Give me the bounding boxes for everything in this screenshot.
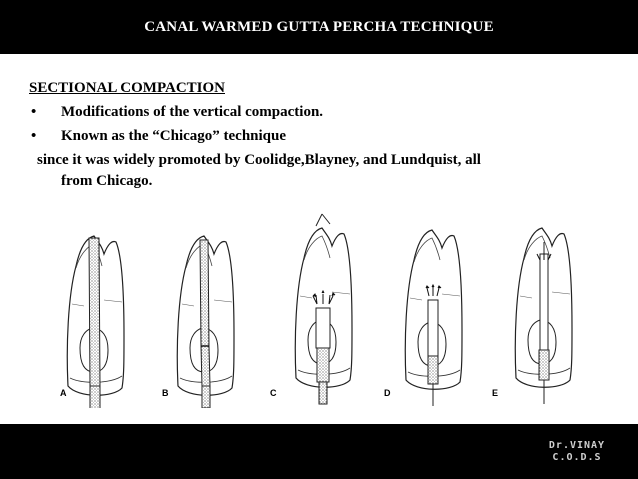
paragraph-line: since it was widely promoted by Coolidge,Blayney, and Lundquist, all — [37, 152, 481, 168]
panel-c-tooth — [295, 214, 352, 404]
panel-e-tooth — [515, 228, 572, 404]
sectional-compaction-illustration — [58, 212, 598, 408]
panel-label: E — [492, 388, 499, 398]
bullet-text: Known as the “Chicago” technique — [61, 128, 287, 144]
panel-a-tooth — [67, 236, 124, 408]
paragraph-line: from Chicago. — [61, 173, 153, 189]
panel-label: A — [60, 388, 67, 398]
section-heading: SECTIONAL COMPACTION — [29, 80, 225, 96]
panel-label: C — [270, 388, 277, 398]
panel-label: B — [162, 388, 169, 398]
credit-line: Dr.VINAY — [548, 440, 606, 451]
credit-line: C.O.D.S — [552, 452, 602, 463]
bullet-item — [29, 102, 609, 123]
author-credit — [542, 440, 612, 464]
panel-b-tooth — [177, 236, 234, 408]
bullet-dot-icon: • — [31, 104, 37, 120]
description-paragraph — [29, 150, 609, 192]
bullet-text: Modifications of the vertical compaction. — [61, 104, 324, 120]
slide-title: CANAL WARMED GUTTA PERCHA TECHNIQUE — [144, 18, 494, 35]
panel-d-tooth — [405, 230, 462, 406]
slide-content — [29, 78, 609, 192]
bullet-dot-icon: • — [31, 128, 37, 144]
bullet-item — [29, 126, 609, 147]
bullet-list — [29, 102, 609, 147]
panel-label: D — [384, 388, 391, 398]
